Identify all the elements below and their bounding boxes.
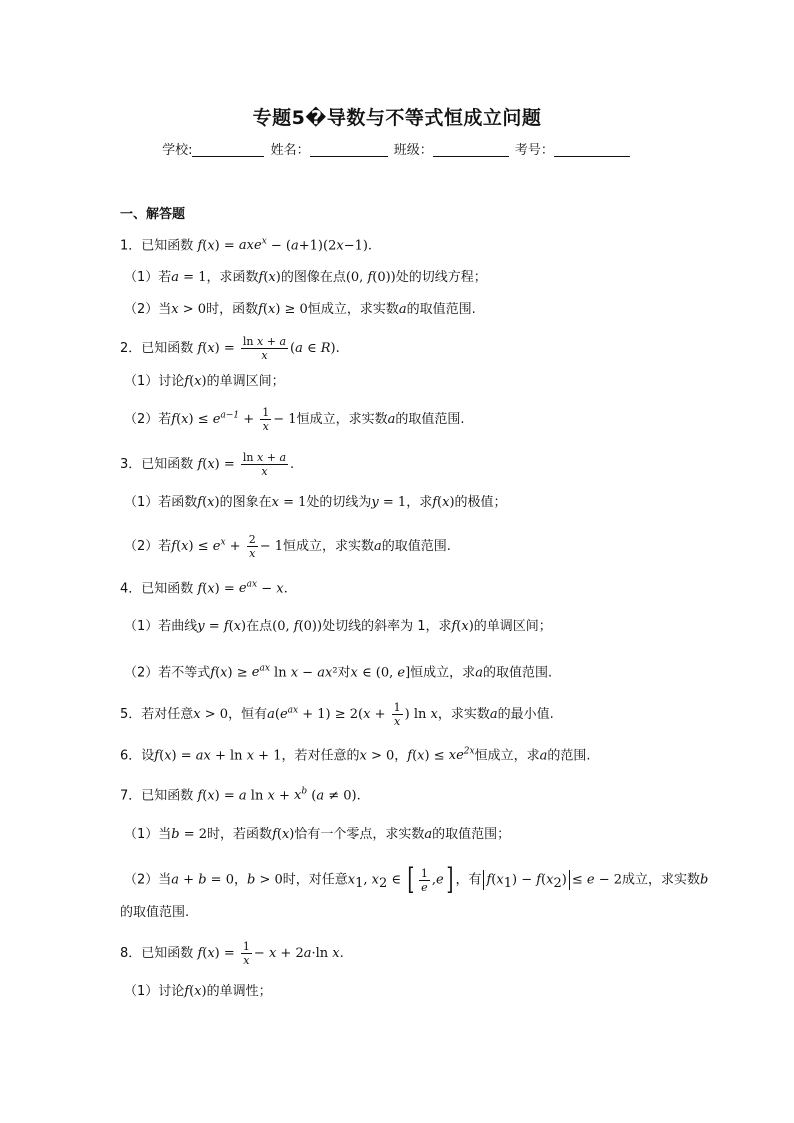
exam-number-label: 考号：: [514, 143, 554, 158]
problem-1-stem: 1．已知函数 f(x) = axe$^x$ − (a+1)(2x−1).: [120, 237, 373, 254]
school-blank[interactable]: [192, 142, 264, 157]
problem-7-part-2-continued: 的取值范围.: [120, 905, 190, 920]
problem-7-stem: 7．已知函数 f(x) = a $\ln x + x^b$ (a ≠ 0).: [120, 787, 361, 804]
problem-2-part-2: （2）若$f(x) \le e^{a-1}$ + $\frac{1}{x}$ − 1恒成立，求实数a的取值范围.: [124, 406, 465, 433]
name-blank[interactable]: [310, 142, 388, 157]
section-heading: 一、解答题: [120, 207, 186, 222]
problem-6-stem: 6．设f(x) = ax + ln x + 1，若对任意的x > 0，$f(x) \le xe^{2x}$恒成立，求a的范围.: [120, 747, 591, 764]
student-info-row: [0, 139, 794, 158]
page-title: 专题5�导数与不等式恒成立问题: [252, 107, 542, 129]
problem-3-part-1: （1）若函数f(x)的图象在x = 1处的切线为y = 1，求f(x)的极值；: [124, 495, 507, 510]
problem-7-part-2: （2）当a + b = 0，b > 0时，对任意$x_1$, $x_2$ ∈ [ $\frac{1}{e}$ ,e] ，有 $f(x_1) - f(x_2) \le e - 2$成立，求实数b: [124, 862, 709, 897]
class-label: 班级：: [393, 143, 433, 158]
name-label: 姓名：: [270, 143, 310, 158]
exam-number-blank[interactable]: [554, 142, 630, 157]
problem-1-part-2: （2）当x > 0时，函数f(x) ≥ 0恒成立，求实数a的取值范围.: [124, 302, 476, 317]
problem-8-part-1: （1）讨论f(x)的单调性；: [124, 984, 272, 999]
problem-3-stem: 3．已知函数 f(x) = $\frac{\text{ln x + a}}{x}$ .: [120, 451, 295, 478]
problem-4-part-1: （1）若曲线y = f(x)在点(0, f(0))处切线的斜率为 1，求f(x)的单调区间；: [124, 619, 552, 634]
problem-3-part-2: （2）若$f(x) \le e^x$ + $\frac{2}{x}$ − 1恒成立，求实数a的取值范围.: [124, 533, 451, 560]
school-label: 学校:: [162, 143, 193, 158]
class-blank[interactable]: [433, 142, 509, 157]
problem-4-part-2: （2）若不等式$f(x) \ge e^{ax}$ ln x − ax²对x ∈ (0, e]恒成立，求a的取值范围.: [124, 664, 553, 681]
problem-5-stem: 5．若对任意x > 0，恒有$a(e^{ax} + 1) \ge 2(x$ + $\frac{1}{x}$ ) ln x，求实数a的最小值.: [120, 701, 554, 728]
problem-1-part-1: （1）若a = 1，求函数f(x)的图像在点(0, f(0))处的切线方程；: [124, 270, 487, 285]
problem-2-part-1: （1）讨论f(x)的单调区间；: [124, 374, 285, 389]
problem-2-stem: 2．已知函数 f(x) = $\frac{\text{ln x + a}}{x}$ (a ∈ R).: [120, 335, 340, 362]
problem-8-stem: 8．已知函数 f(x) = $\frac{1}{x}$ − x + 2a·ln x.: [120, 940, 344, 967]
problem-4-stem: 4．已知函数 $f(x) = e^{ax} - x$.: [120, 580, 288, 597]
problem-7-part-1: （1）当b = 2时，若函数f(x)恰有一个零点，求实数a的取值范围；: [124, 827, 511, 842]
